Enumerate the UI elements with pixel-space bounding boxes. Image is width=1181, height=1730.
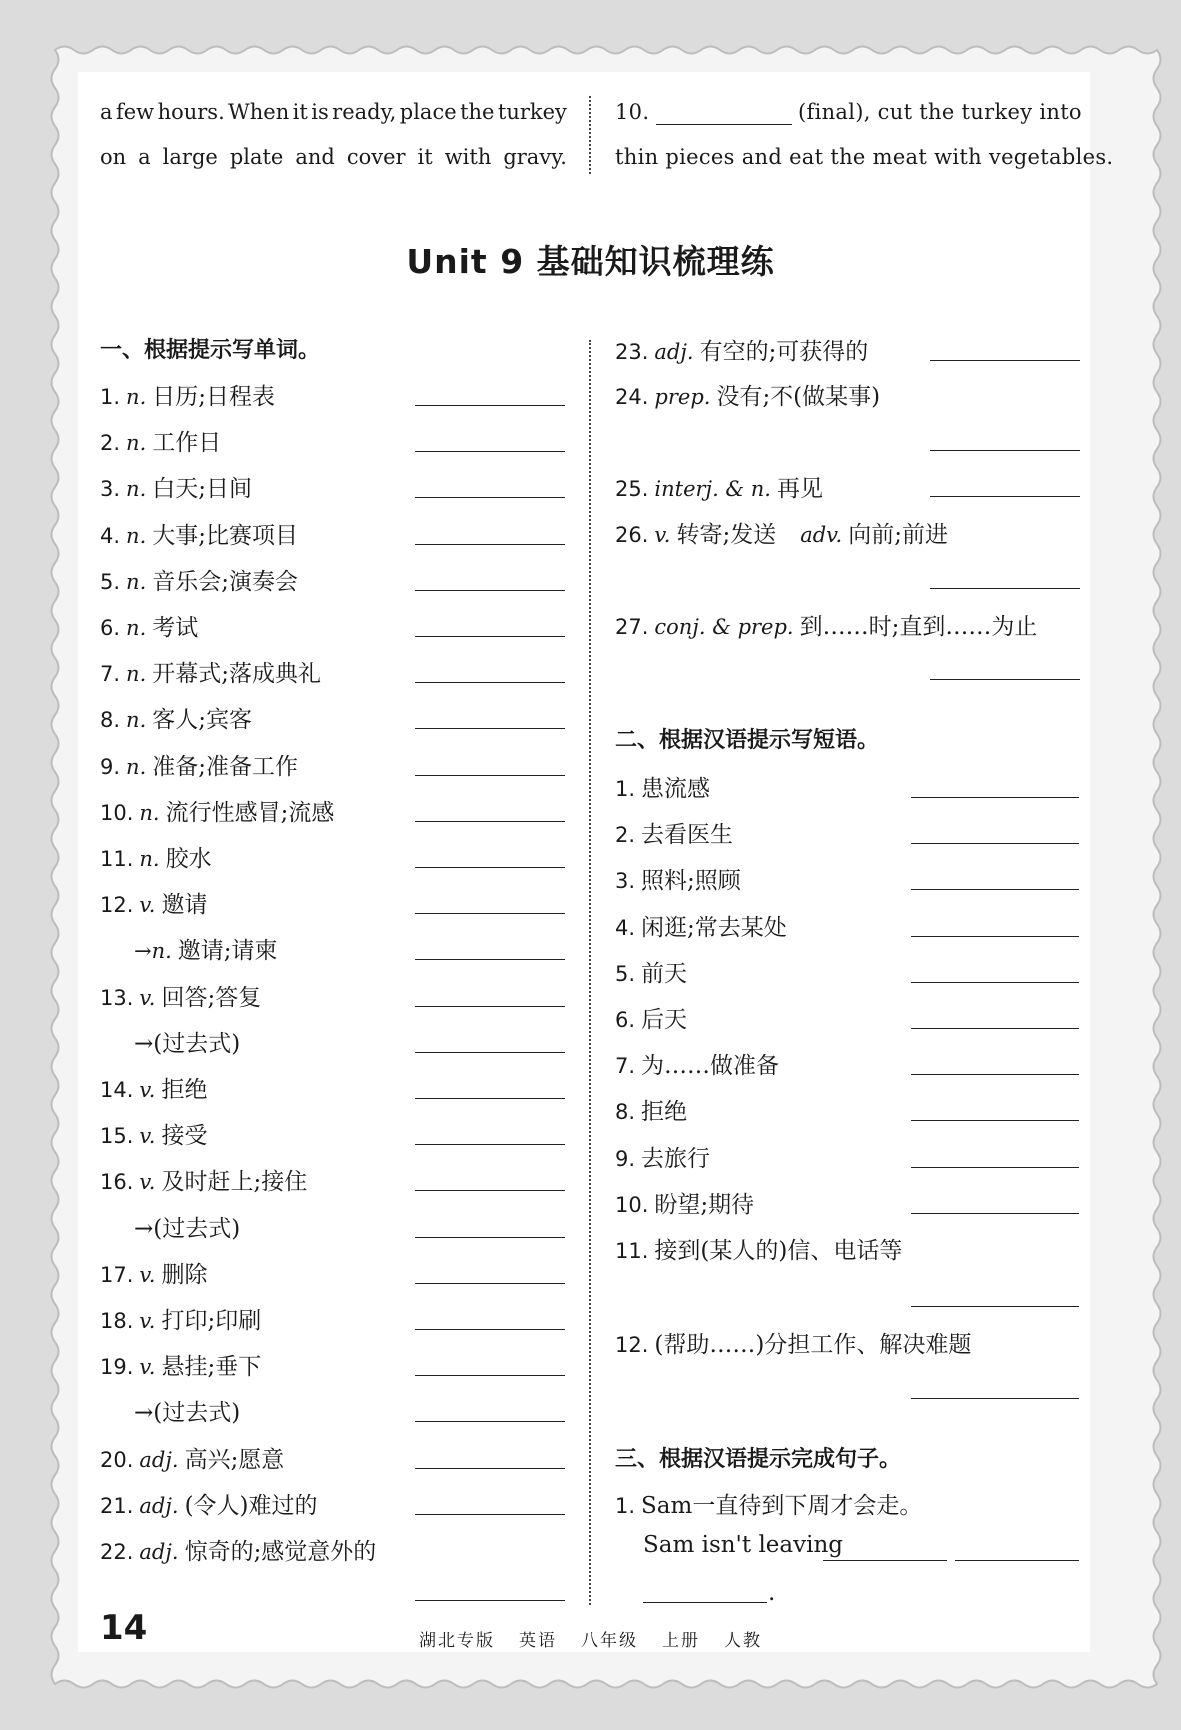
word-item	[615, 608, 1037, 641]
word-item-text: 大事;比赛项目	[152, 522, 298, 549]
answer-blank[interactable]	[415, 1600, 565, 1601]
word-item	[615, 333, 868, 366]
word-item-num: 3.	[100, 477, 121, 502]
word-item-pos: n.	[126, 662, 147, 687]
page-title: Unit 9 基础知识梳理练	[406, 242, 775, 281]
word-item	[100, 655, 321, 688]
word-item	[100, 517, 298, 550]
phrase-item-num: 7.	[615, 1054, 636, 1079]
word-item	[100, 1302, 261, 1335]
answer-blank[interactable]	[415, 775, 565, 776]
phrase-item-text: 接到(某人的)信、电话等	[654, 1238, 903, 1264]
word-item-pos: n.	[139, 800, 160, 825]
word-item-text: 悬挂;垂下	[161, 1354, 262, 1381]
word-item	[100, 748, 298, 781]
top-right-hint: (final), cut the turkey into	[798, 100, 1082, 124]
phrase-item-num: 11.	[615, 1239, 649, 1263]
answer-blank[interactable]	[415, 636, 565, 637]
phrase-item	[615, 955, 687, 988]
word-item-pos: v.	[139, 985, 156, 1010]
word-item-pos: adj.	[139, 1447, 179, 1472]
word-item-num: 25.	[615, 477, 649, 501]
word-item-num: 11.	[100, 847, 134, 871]
word-item-num: 15.	[100, 1124, 134, 1149]
phrase-item	[615, 862, 741, 895]
phrase-item-num: 12.	[615, 1333, 649, 1357]
word-item-text: 高兴;愿意	[184, 1446, 285, 1473]
word-item-text: 邀请;请柬	[177, 938, 278, 965]
word-item-num: 9.	[100, 754, 121, 779]
word-item-pos: adj.	[654, 340, 694, 364]
word-item-text: 打印;印刷	[161, 1308, 262, 1334]
answer-blank[interactable]	[415, 544, 565, 545]
sentence-number: 1.	[615, 1494, 636, 1518]
word-item-pos: v.	[139, 1124, 156, 1149]
top-right-line-2: thin pieces and eat the meat with vegetables.	[615, 145, 1114, 169]
word-item-num: 12.	[100, 893, 134, 918]
word-item	[134, 1210, 240, 1243]
word-item-pos2: adv.	[800, 523, 843, 547]
word-item	[615, 516, 948, 549]
answer-blank[interactable]	[415, 728, 565, 729]
word-item-pos: v.	[139, 1355, 156, 1380]
answer-blank[interactable]	[823, 1560, 947, 1561]
answer-blank[interactable]	[415, 405, 565, 406]
word-item-num: 10.	[100, 800, 134, 825]
word-item-text: 到……时;直到……为止	[799, 614, 1038, 640]
phrase-item	[615, 1140, 710, 1173]
footer-edition: 湖北专版	[419, 1631, 495, 1651]
answer-blank[interactable]	[415, 1098, 565, 1099]
phrase-item	[615, 1186, 754, 1219]
answer-blank[interactable]	[930, 679, 1080, 680]
word-item-pos: adj.	[139, 1493, 179, 1518]
word-item-text: 流行性感冒;流感	[165, 799, 335, 826]
phrase-item-text: 患流感	[641, 776, 711, 802]
word-item-num: 1.	[100, 385, 121, 409]
footer-grade: 八年级	[581, 1631, 638, 1651]
word-item-text2: 向前;前进	[848, 522, 948, 548]
phrase-item-text: 去看医生	[641, 822, 734, 849]
phrase-item-text: 照料;照顾	[641, 868, 741, 895]
word-item-num: 7.	[100, 662, 121, 687]
word-item-num: 4.	[100, 523, 121, 548]
phrase-item-num: 5.	[615, 961, 636, 986]
word-item-text: 有空的;可获得的	[699, 339, 869, 365]
footer-volume: 上册	[662, 1631, 700, 1651]
word-item-num: 14.	[100, 1078, 134, 1102]
phrase-item-num: 10.	[615, 1192, 649, 1217]
word-item-text: →(过去式)	[134, 1400, 241, 1427]
answer-blank[interactable]	[415, 1190, 565, 1191]
word-item-text: 邀请	[161, 892, 208, 919]
answer-blank[interactable]	[955, 1560, 1079, 1561]
word-item-pos: prep.	[654, 385, 711, 409]
word-item-text: 工作日	[152, 430, 222, 457]
word-item-pos: conj. & prep.	[654, 615, 794, 639]
word-item	[100, 1487, 318, 1520]
top-left-line-1: a few hours. When it is ready, place the turkey	[100, 100, 567, 124]
word-item	[100, 470, 252, 503]
answer-blank[interactable]	[415, 1375, 565, 1376]
word-item-num: 16.	[100, 1170, 134, 1195]
word-item-text: →(过去式)	[134, 1215, 241, 1242]
word-item-pos: v.	[139, 1262, 156, 1287]
word-item	[100, 1163, 307, 1196]
phrase-item-num: 2.	[615, 823, 636, 848]
word-item	[100, 1071, 207, 1104]
word-item-num: 2.	[100, 431, 121, 456]
answer-blank[interactable]	[415, 959, 565, 960]
sentence-chinese: Sam一直待到下周才会走。	[641, 1493, 923, 1519]
answer-blank[interactable]	[415, 1283, 565, 1284]
phrase-item-num: 6.	[615, 1008, 636, 1032]
word-item-text: 接受	[161, 1123, 208, 1150]
word-item-pos: v.	[654, 523, 671, 547]
word-item-num: 6.	[100, 616, 121, 640]
top-left-line-2: on a large plate and cover it with gravy.	[100, 145, 567, 169]
phrase-item-num: 9.	[615, 1146, 636, 1171]
word-item-pos: v.	[139, 1170, 156, 1195]
sentence-item	[615, 1487, 922, 1520]
word-item-text: 日历;日程表	[152, 384, 275, 410]
phrase-item-num: 4.	[615, 915, 636, 940]
word-item	[134, 1025, 240, 1058]
word-item	[100, 886, 207, 919]
word-item-text: 删除	[161, 1261, 208, 1288]
word-item-pos: n.	[126, 616, 147, 640]
phrase-item-text: (帮助……)分担工作、解决难题	[654, 1332, 972, 1358]
page-number: 14	[100, 1608, 148, 1648]
word-item	[100, 424, 221, 457]
word-item-text: 拒绝	[161, 1077, 208, 1103]
word-item-text: 白天;日间	[152, 476, 252, 503]
word-item	[100, 563, 298, 596]
word-item-num: 19.	[100, 1355, 134, 1380]
top-right-number: 10.	[615, 100, 650, 124]
word-item-num: 22.	[100, 1540, 134, 1564]
top-column-divider	[589, 96, 591, 174]
word-item-text: 客人;宾客	[152, 707, 252, 734]
word-item-text: 没有;不(做某事)	[716, 384, 881, 410]
answer-blank[interactable]	[415, 867, 565, 868]
sentence-end-period: .	[768, 1580, 776, 1606]
word-item-num: 5.	[100, 569, 121, 594]
word-item-text: 惊奇的;感觉意外的	[184, 1539, 377, 1565]
answer-blank[interactable]	[415, 1468, 565, 1469]
answer-blank[interactable]	[911, 1398, 1079, 1399]
word-item-text: 准备;准备工作	[152, 753, 298, 780]
answer-blank[interactable]	[911, 1167, 1079, 1168]
answer-blank[interactable]	[930, 496, 1080, 497]
word-item-pos: n.	[126, 754, 147, 779]
answer-blank[interactable]	[930, 360, 1080, 361]
word-item	[100, 1348, 261, 1381]
word-item-pos: n.	[139, 847, 160, 871]
footer-subject: 英语	[519, 1631, 557, 1651]
word-item-pos: n.	[126, 523, 147, 548]
word-item-pos: n.	[126, 569, 147, 594]
answer-blank[interactable]	[415, 821, 565, 822]
answer-blank[interactable]	[415, 1144, 565, 1145]
answer-blank[interactable]	[911, 1028, 1079, 1029]
answer-blank[interactable]	[911, 936, 1079, 937]
word-item-text: 考试	[152, 615, 199, 641]
answer-blank[interactable]	[415, 497, 565, 498]
word-item-pos: n.	[126, 708, 147, 733]
word-item-text: 及时赶上;接住	[161, 1169, 308, 1196]
word-item-num: 21.	[100, 1493, 134, 1518]
phrase-item	[615, 1232, 902, 1265]
column-divider	[589, 340, 591, 1605]
answer-blank-top-10[interactable]	[656, 124, 792, 125]
word-item-num: 23.	[615, 340, 649, 364]
answer-blank[interactable]	[911, 843, 1079, 844]
phrase-item-text: 拒绝	[641, 1099, 688, 1126]
word-item-text: →(过去式)	[134, 1030, 241, 1057]
section2-heading: 二、根据汉语提示写短语。	[615, 728, 880, 753]
word-item-text: 回答;答复	[161, 984, 262, 1011]
word-item	[100, 794, 334, 827]
phrase-item-num: 3.	[615, 869, 636, 894]
phrase-item	[615, 1047, 779, 1080]
answer-blank[interactable]	[911, 1306, 1079, 1307]
word-item	[100, 979, 261, 1012]
answer-blank[interactable]	[911, 982, 1079, 983]
word-item-text: 再见	[776, 476, 823, 502]
answer-blank[interactable]	[415, 1421, 565, 1422]
phrase-item-text: 去旅行	[641, 1145, 711, 1172]
word-item-pos: n.	[126, 385, 147, 409]
word-item	[615, 470, 823, 503]
answer-blank[interactable]	[911, 1120, 1079, 1121]
answer-blank[interactable]	[930, 588, 1080, 589]
word-item-text: 音乐会;演奏会	[152, 568, 298, 595]
word-item	[100, 840, 212, 873]
phrase-item	[615, 1093, 687, 1126]
word-item-text: (令人)难过的	[184, 1492, 318, 1519]
word-item	[134, 1394, 240, 1427]
phrase-item-text: 后天	[641, 1007, 688, 1033]
word-item-pos: interj. & n.	[654, 477, 771, 501]
word-item-pos: n.	[126, 431, 147, 456]
answer-blank[interactable]	[930, 450, 1080, 451]
word-item	[100, 701, 252, 734]
answer-blank[interactable]	[643, 1602, 767, 1603]
word-item	[615, 378, 880, 411]
phrase-item	[615, 770, 710, 803]
answer-blank[interactable]	[415, 1006, 565, 1007]
word-item-text: 开幕式;落成典礼	[152, 661, 321, 688]
answer-blank[interactable]	[415, 1329, 565, 1330]
answer-blank[interactable]	[911, 797, 1079, 798]
word-item-num: 13.	[100, 985, 134, 1010]
word-item-pos: adj.	[139, 1540, 179, 1564]
answer-blank[interactable]	[415, 682, 565, 683]
answer-blank[interactable]	[911, 1213, 1079, 1214]
answer-blank[interactable]	[415, 1237, 565, 1238]
word-item-num: 24.	[615, 385, 649, 409]
sentence-english: Sam isn't leaving	[643, 1532, 844, 1558]
word-item-pos: v.	[139, 893, 156, 918]
word-item-pos: n.	[126, 477, 147, 502]
word-item-num: 17.	[100, 1262, 134, 1287]
phrase-item	[615, 816, 733, 849]
word-item-text: 胶水	[165, 846, 212, 872]
answer-blank[interactable]	[415, 590, 565, 591]
phrase-item-text: 闲逛;常去某处	[641, 914, 787, 941]
answer-blank[interactable]	[911, 1074, 1079, 1075]
answer-blank[interactable]	[911, 889, 1079, 890]
answer-blank[interactable]	[415, 451, 565, 452]
section3-heading: 三、根据汉语提示完成句子。	[615, 1447, 902, 1472]
word-item-num: 18.	[100, 1309, 134, 1333]
phrase-item	[615, 1001, 687, 1034]
word-item	[100, 1117, 207, 1150]
phrase-item-num: 8.	[615, 1100, 636, 1125]
word-item	[134, 932, 278, 965]
phrase-item	[615, 1326, 971, 1359]
word-item	[100, 378, 275, 411]
phrase-item	[615, 909, 787, 942]
word-item-text: 转寄;发送	[676, 522, 777, 548]
answer-blank[interactable]	[415, 913, 565, 914]
word-item	[100, 1441, 284, 1474]
phrase-item-text: 前天	[641, 960, 688, 987]
footer-publisher: 人教	[724, 1631, 762, 1651]
word-item-num: 26.	[615, 523, 649, 547]
footer	[0, 1626, 1181, 1651]
phrase-item-text: 盼望;期待	[654, 1191, 755, 1218]
section1-heading: 一、根据提示写单词。	[100, 338, 321, 363]
word-item	[100, 1533, 376, 1566]
phrase-item-num: 1.	[615, 777, 636, 801]
word-item-pos: →n.	[134, 939, 172, 964]
word-item-pos: v.	[139, 1309, 156, 1333]
answer-blank[interactable]	[415, 1052, 565, 1053]
phrase-item-text: 为……做准备	[641, 1053, 780, 1080]
answer-blank[interactable]	[415, 1514, 565, 1515]
word-item	[100, 1256, 207, 1289]
word-item-num: 27.	[615, 615, 649, 639]
word-item-num: 8.	[100, 708, 121, 733]
word-item-num: 20.	[100, 1447, 134, 1472]
word-item-pos: v.	[139, 1078, 156, 1102]
word-item	[100, 609, 198, 642]
